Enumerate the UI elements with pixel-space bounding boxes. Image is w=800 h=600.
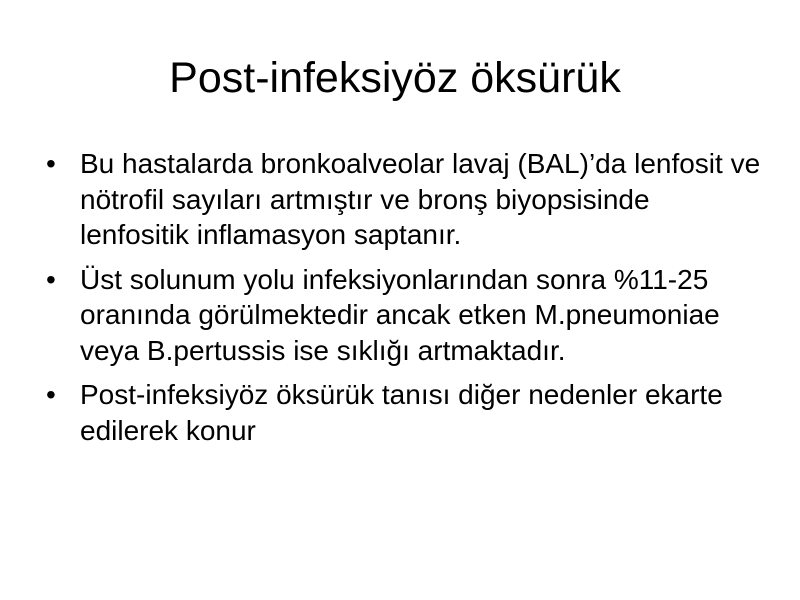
bullet-icon: • bbox=[46, 148, 56, 179]
bullet-text: Post-infeksiyöz öksürük tanısı diğer nedenler ekarte edilerek konur bbox=[80, 379, 723, 446]
bullet-text: Üst solunum yolu infeksiyonlarından sonra %11-25 oranında görülmektedir ancak etken M.pneumoniae veya B.pertussis ise sıklığı artmaktadır. bbox=[80, 263, 720, 366]
bullet-list bbox=[46, 146, 766, 457]
bullet-item bbox=[46, 146, 766, 253]
bullet-icon: • bbox=[46, 263, 56, 295]
bullet-item bbox=[46, 377, 766, 448]
slide-title: Post-infeksiyöz öksürük bbox=[169, 54, 621, 102]
bullet-item bbox=[46, 262, 766, 369]
bullet-icon: • bbox=[46, 379, 56, 410]
bullet-text: Bu hastalarda bronkoalveolar lavaj (BAL)’da lenfosit ve nötrofil sayıları artmıştır ve bronş biyopsisinde lenfositik inflamasyon saptanır. bbox=[80, 148, 761, 250]
